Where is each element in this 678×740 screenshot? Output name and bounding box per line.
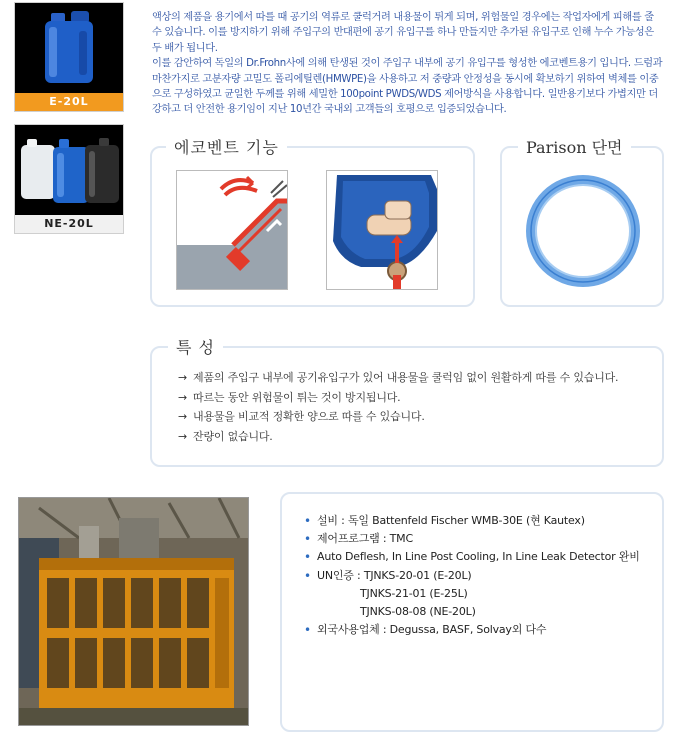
arrow-icon: → [178,390,188,404]
arrow-icon: → [178,371,188,384]
equipment-item-facility: • 설비 : 독일 Battenfeld Fischer WMB-30E (현 Kautex) [304,512,640,530]
product-label-e20l: E-20L [15,93,123,111]
ecovent-title: 에코벤트 기능 [166,135,287,158]
equipment-item-control-program: • 제어프로그램 : TMC [304,530,640,548]
equipment-box [280,492,664,732]
equipment-item-foreign-clients: • 외국사용업체 : Degussa, BASF, Solvay외 다수 [304,621,640,639]
feature-item: → 잔량이 없습니다. [178,429,273,443]
product-thumbnail-e20l[interactable] [14,2,124,112]
product-label-ne20l: NE-20L [15,215,123,233]
equipment-item-un-certification-line: TJNKS-21-01 (E-25L) [360,586,468,600]
ecovent-cross-section-diagram [176,170,288,290]
factory-machine-photo [18,497,249,726]
features-title: 특 성 [168,335,223,358]
intro-paragraph-1: 액상의 제품을 용기에서 따를 때 공기의 역류로 쿨럭거려 내용물이 튀게 되며, 위험물일 경우에는 작업자에게 피해를 줄 수 있습니다. 이를 방지하기 위해 주입구의 반대편에 공기 유입구를 하나 만들지만 추가된 유입구로 인해 누수 가능성은 두 배가 됩니다. [152,12,654,54]
equipment-item-features: • Auto Deflesh, In Line Post Cooling, In Line Leak Detector 완비 [304,548,640,566]
equipment-list [304,512,640,639]
intro-text [152,10,664,118]
equipment-item-un-certification: • UN인증 : TJNKS-20-01 (E-20L) [304,567,640,585]
parison-title: Parison 단면 [518,135,631,158]
ecovent-box [150,138,475,307]
feature-item: → 따르는 동안 위험물이 튀는 것이 방지됩니다. [178,390,401,404]
product-thumbnail-ne20l[interactable] [14,124,124,234]
features-box [150,338,664,467]
intro-paragraph-2: 이를 감안하여 독일의 Dr.Frohn사에 의해 탄생된 것이 주입구 내부에 공기 유입구를 형성한 에코벤트용기 입니다. 드럼과 마찬가지로 고분자량 고밀도 폴리에틸렌(HMWPE)을 사용하고 저 중량과 안정성을 동시에 확보하기 위하여 벽체를 이중으로 구성하였고 균일한 두께를 위해 세밀한 100point PWDS/WDS 제어방식을 사용합니다. 일반용기보다 가볍지만 더 강하고 더 안전한 용기임이 지난 10년간 국내외 고객들의 호평으로 입증되었습니다. [152,58,663,116]
product-image-e20l [15,3,123,93]
feature-item: → 제품의 주입구 내부에 공기유입구가 있어 내용물을 쿨럭임 없이 원활하게 따를 수 있습니다. [178,371,619,384]
parison-cross-section-ring [522,172,644,290]
feature-item: → 내용물을 비교적 정확한 양으로 따를 수 있습니다. [178,410,425,423]
parison-box [500,138,664,307]
arrow-icon: → [178,429,188,443]
arrow-icon: → [178,410,188,423]
features-list [178,368,618,446]
equipment-item-un-certification-line: TJNKS-08-08 (NE-20L) [360,605,476,619]
product-image-ne20l [15,125,123,215]
ecovent-pouring-illustration [326,170,438,290]
